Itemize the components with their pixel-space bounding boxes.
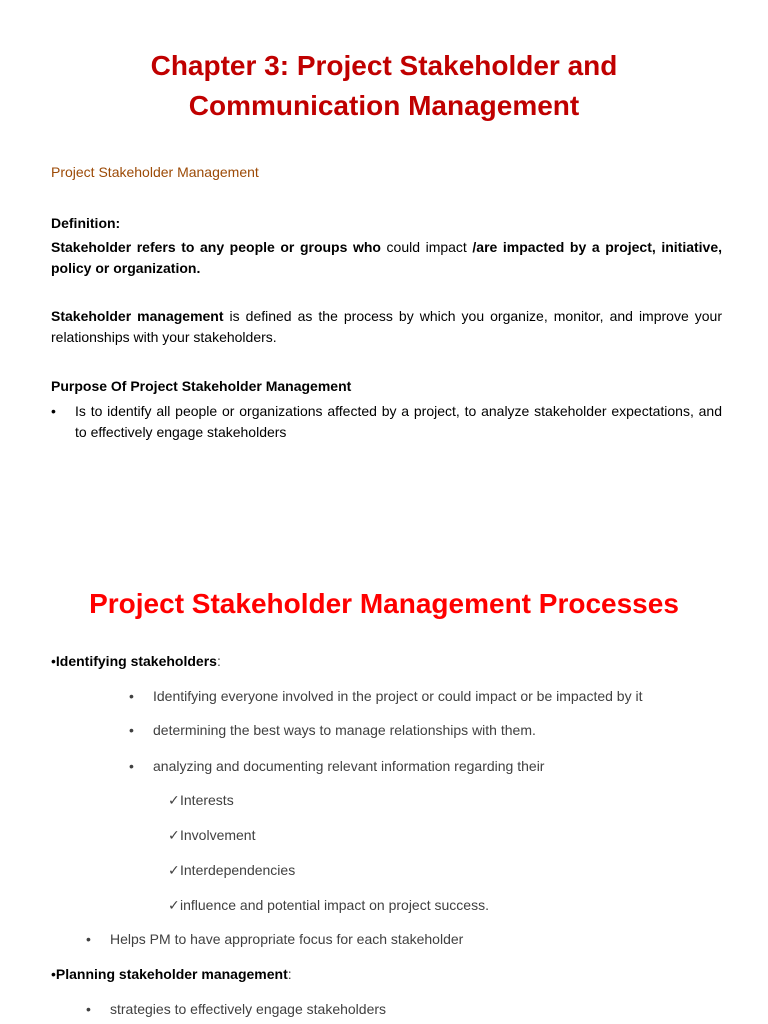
helps-text: Helps PM to have appropriate focus for each stakeholder bbox=[110, 931, 464, 947]
definition-label: Definition: bbox=[51, 215, 121, 231]
checkmark-icon: ✓ bbox=[168, 827, 180, 843]
check-item bbox=[168, 860, 295, 880]
list-item: • analyzing and documenting relevant information regarding their bbox=[129, 758, 545, 774]
checkmark-icon: ✓ bbox=[168, 862, 180, 878]
definition-bold-1: Stakeholder refers to any people or groups who bbox=[51, 239, 381, 255]
checkmark-icon: ✓ bbox=[168, 792, 180, 808]
planning-colon: : bbox=[287, 966, 292, 982]
definition-paragraph bbox=[51, 237, 722, 279]
definition-normal: could impact bbox=[380, 239, 473, 255]
stakeholder-management-definition: is defined as the process by which you organize, monitor, and improve your relationships with your stakeholders. bbox=[51, 308, 722, 345]
check-item-text: Interdependencies bbox=[180, 862, 296, 878]
list-item: • strategies to effectively engage stakeholders bbox=[86, 1001, 387, 1017]
page-title-line1: Chapter 3: Project Stakeholder and bbox=[150, 50, 618, 81]
check-item-text: influence and potential impact on project success. bbox=[180, 897, 489, 913]
bullet-dot: • bbox=[51, 403, 56, 419]
processes-title: Project Stakeholder Management Processes bbox=[89, 588, 679, 619]
list-item-text: Identifying everyone involved in the project or could impact or be impacted by it bbox=[153, 688, 643, 704]
section-label: Project Stakeholder Management bbox=[51, 164, 259, 180]
check-item bbox=[168, 825, 255, 845]
definition-bold-2: /are impacted by a project, initiative, policy or organization. bbox=[51, 239, 723, 276]
purpose-bullet bbox=[51, 401, 722, 443]
list-item-text: analyzing and documenting relevant information regarding their bbox=[153, 758, 545, 774]
check-item-text: Interests bbox=[180, 792, 234, 808]
identifying-stakeholders-heading: •Identifying stakeholders: bbox=[51, 653, 221, 669]
list-item: • determining the best ways to manage relationships with them. bbox=[129, 722, 536, 738]
checkmark-icon: ✓ bbox=[168, 897, 180, 913]
identifying-label: Identifying stakeholders bbox=[55, 653, 217, 669]
page-title-line2: Communication Management bbox=[188, 90, 580, 121]
check-item bbox=[168, 790, 234, 810]
helps-item: • Helps PM to have appropriate focus for each stakeholder bbox=[86, 931, 464, 947]
stakeholder-management-paragraph bbox=[51, 306, 722, 348]
list-item-text: determining the best ways to manage relationships with them. bbox=[153, 722, 536, 738]
purpose-title: Purpose Of Project Stakeholder Management bbox=[51, 378, 352, 394]
purpose-text: Is to identify all people or organizations affected by a project, to analyze stakeholder expectations, and to effectively engage stakeholders bbox=[75, 403, 722, 440]
stakeholder-management-term: Stakeholder management bbox=[51, 308, 224, 324]
identifying-colon: : bbox=[216, 653, 221, 669]
list-item: • Identifying everyone involved in the project or could impact or be impacted by it bbox=[129, 688, 643, 704]
planning-label: Planning stakeholder management bbox=[55, 966, 288, 982]
check-item bbox=[168, 895, 489, 915]
planning-stakeholder-heading: •Planning stakeholder management: bbox=[51, 966, 292, 982]
list-item-text: strategies to effectively engage stakeholders bbox=[110, 1001, 387, 1017]
check-item-text: Involvement bbox=[180, 827, 256, 843]
